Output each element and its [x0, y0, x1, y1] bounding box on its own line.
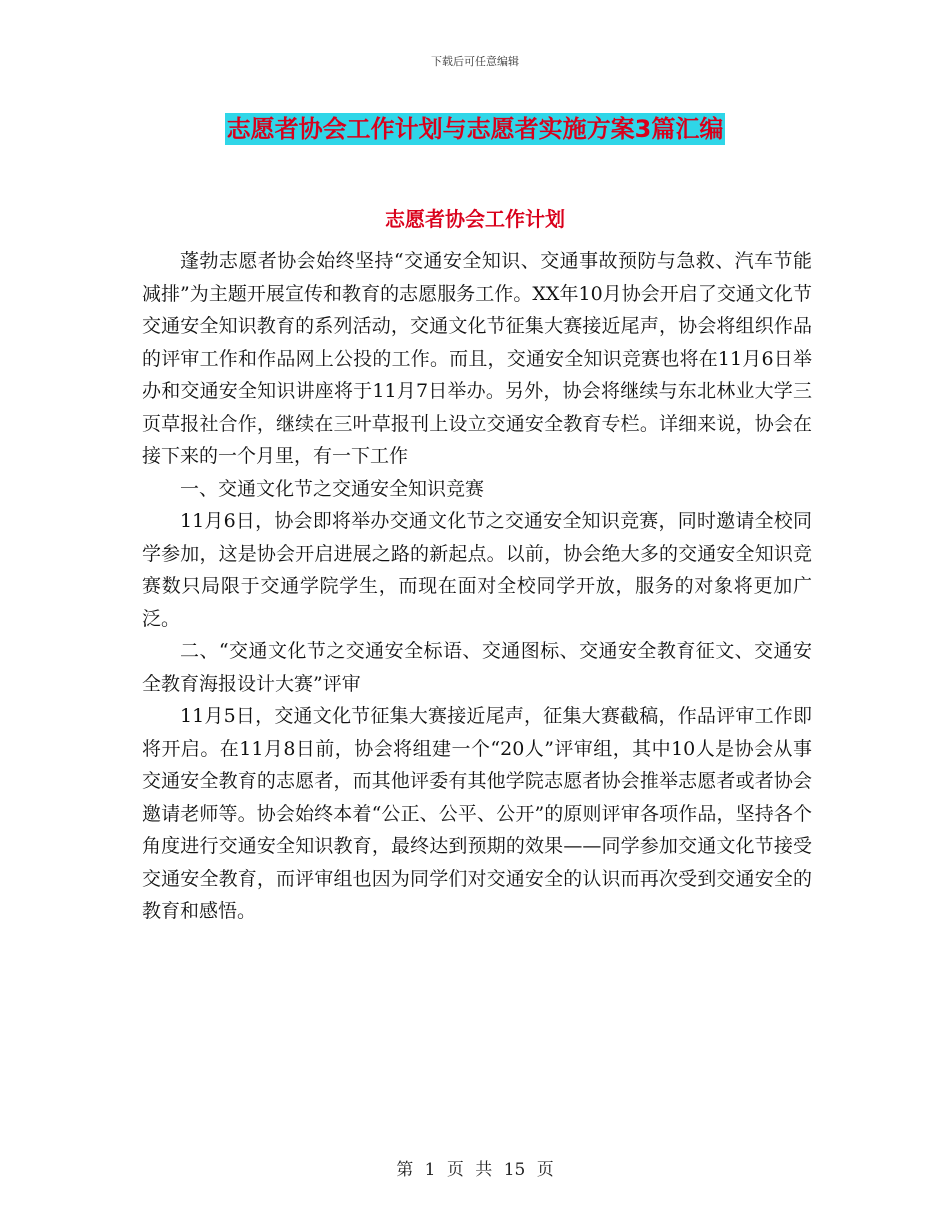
paragraph-intro: 蓬勃志愿者协会始终坚持“交通安全知识、交通事故预防与急救、汽车节能减排”为主题开展宣传和教育的志愿服务工作。XX年10月协会开启了交通文化节交通安全知识教育的系列活动，交通文化节征集大赛接近尾声，协会将组织作品的评审工作和作品网上公投的工作。而且，交通安全知识竞赛也将在11月6日举办和交通安全知识讲座将于11月7日举办。另外，协会将继续与东北林业大学三页草报社合作，继续在三叶草报刊上设立交通安全教育专栏。详细来说，协会在接下来的一个月里，有一下工作 [142, 250, 812, 467]
document-title [0, 113, 950, 145]
heading-item-1: 一、交通文化节之交通安全知识竞赛 [180, 477, 485, 500]
heading-item-2: 二、“交通文化节之交通安全标语、交通图标、交通安全教育征文、交通安全教育海报设计大赛”评审 [142, 640, 812, 695]
document-body [142, 245, 812, 928]
page-footer: 第 1 页 共 15 页 [396, 1160, 554, 1180]
section-title: 志愿者协会工作计划 [385, 207, 565, 231]
document-title-text: 志愿者协会工作计划与志愿者实施方案3篇汇编 [226, 115, 724, 143]
paragraph-item-1: 11月6日，协会即将举办交通文化节之交通安全知识竞赛，同时邀请全校同学参加，这是协会开启进展之路的新起点。以前，协会绝大多的交通安全知识竞赛数只局限于交通学院学生，而现在面对全校同学开放，服务的对象将更加广泛。 [142, 510, 812, 630]
header-note: 下载后可任意编辑 [431, 55, 519, 68]
paragraph-item-2: 11月5日，交通文化节征集大赛接近尾声，征集大赛截稿，作品评审工作即将开启。在11月8日前，协会将组建一个“20人”评审组，其中10人是协会从事交通安全教育的志愿者，而其他评委有其他学院志愿者协会推举志愿者或者协会邀请老师等。协会始终本着“公正、公平、公开”的原则评审各项作品，坚持各个角度进行交通安全知识教育，最终达到预期的效果——同学参加交通文化节接受交通安全教育，而评审组也因为同学们对交通安全的认识而再次受到交通安全的教育和感悟。 [142, 705, 812, 922]
